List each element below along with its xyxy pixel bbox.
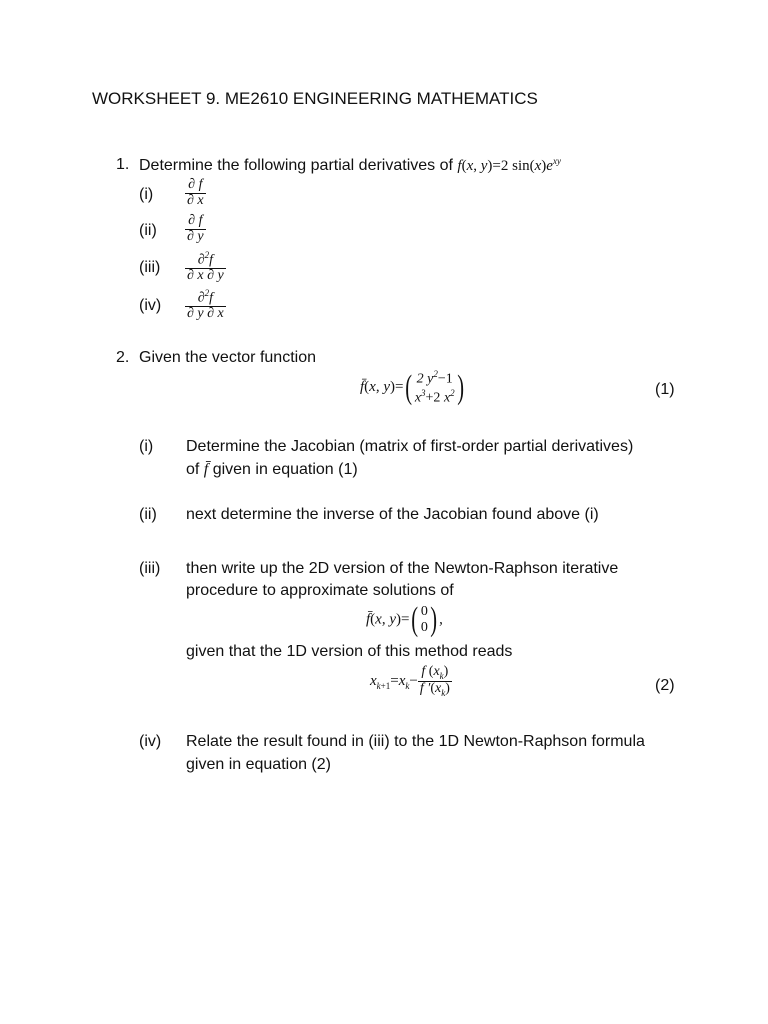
q2-part-iii-line1: then write up the 2D version of the Newton-Raphson iterative: [186, 560, 619, 577]
q1-prompt: Determine the following partial derivatives of: [139, 157, 453, 174]
q1-part-iv-label: (iv): [139, 297, 162, 314]
q1-part-ii-expr: $\frac{\partial f}{\partial y}$: [187, 213, 204, 244]
q2-part-i-line1: Determine the Jacobian (matrix of first-order partial derivatives): [186, 438, 634, 455]
q2-part-iii-line3: given that the 1D version of this method reads: [186, 643, 513, 660]
q2-part-iii-line2: procedure to approximate solutions of: [186, 582, 454, 599]
q2-part-iv-line2: given in equation (2): [186, 756, 331, 773]
q2-part-ii-line1: next determine the inverse of the Jacobian found above (i): [186, 506, 599, 523]
q2-intro: Given the vector function: [139, 349, 316, 366]
q2-zero-equation: f̄(x, y)=( 0 0 ) ,: [366, 601, 443, 638]
newton-raphson-1d-equation: $x_{k+1}=x_k-$ $\frac{f (x_k)}{f '(x_k)}$: [370, 664, 450, 699]
q2-number: 2.: [116, 349, 130, 366]
q2-part-i-line2: of f̄ given in equation (1): [186, 461, 358, 478]
q1-part-i-label: (i): [139, 186, 154, 203]
q2-vector-equation: f̄(x, y)=( 2 $y^2-1$ $x^3+2$ $x^2$ ): [360, 368, 464, 406]
q1-part-ii-label: (ii): [139, 222, 157, 239]
q1-number: 1.: [116, 156, 130, 173]
q2-part-i-label: (i): [139, 438, 154, 455]
q2-part-iv-label: (iv): [139, 733, 162, 750]
worksheet-title: WORKSHEET 9. ME2610 ENGINEERING MATHEMATICS: [92, 89, 538, 108]
q1-part-iv-expr: $\frac{\partial^2f}{\partial y \partial x}$: [187, 288, 224, 322]
q1-part-i-expr: $\frac{\partial f}{\partial x}$: [187, 177, 204, 208]
q1-part-iii-label: (iii): [139, 259, 161, 276]
equation-1-tag: (1): [655, 381, 675, 398]
q1-function: f(x, y)=2 $\sin(x)e^{xy}$: [457, 156, 561, 174]
q1-text: [139, 156, 561, 175]
q2-part-ii-label: (ii): [139, 506, 157, 523]
q2-part-iii-label: (iii): [139, 560, 161, 577]
q1-part-iii-expr: $\frac{\partial^2f}{\partial x \partial y}$: [187, 250, 224, 284]
q2-part-iv-line1: Relate the result found in (iii) to the 1D Newton-Raphson formula: [186, 733, 645, 750]
equation-2-tag: (2): [655, 677, 675, 694]
